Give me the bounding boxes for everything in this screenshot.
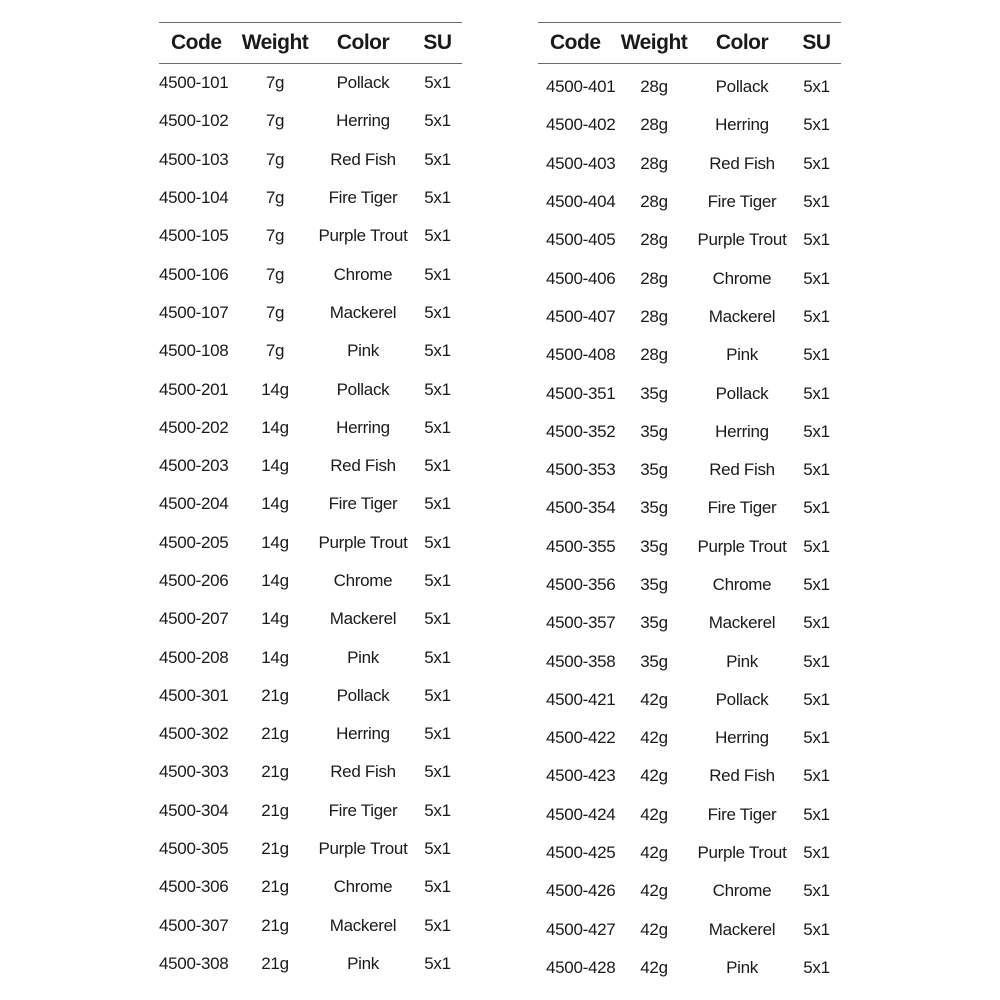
header-code: Code [550, 31, 601, 54]
cell-su: 5x1 [803, 498, 830, 518]
cell-color: Fire Tiger [707, 192, 777, 212]
cell-code: 4500-424 [546, 804, 616, 824]
cell-code: 4500-102 [159, 111, 229, 131]
cell-color: Red Fish [709, 460, 775, 480]
table-row [538, 642, 841, 680]
cell-su: 5x1 [424, 149, 451, 169]
cell-color: Chrome [712, 575, 772, 594]
cell-su: 5x1 [424, 724, 451, 744]
cell-code: 4500-407 [546, 306, 616, 326]
cell-code: 4500-422 [546, 728, 616, 748]
table-header [538, 23, 841, 64]
cell-color: Chrome [333, 264, 393, 284]
table-body [538, 64, 841, 987]
cell-su: 5x1 [424, 73, 451, 93]
cell-su: 5x1 [803, 881, 830, 901]
cell-color: Red Fish [330, 762, 396, 782]
cell-color: Pollack [336, 73, 390, 93]
cell-weight: 21g [261, 915, 289, 935]
cell-code: 4500-353 [546, 460, 616, 480]
table-row [538, 336, 841, 374]
cell-su: 5x1 [803, 919, 830, 939]
cell-code: 4500-351 [546, 383, 616, 403]
cell-color: Fire Tiger [328, 494, 398, 514]
cell-weight: 35g [640, 536, 668, 556]
cell-weight: 14g [261, 647, 289, 667]
cell-weight: 28g [640, 115, 668, 135]
cell-color: Pink [726, 345, 758, 365]
cell-code: 4500-205 [159, 532, 229, 552]
table-row [538, 183, 841, 221]
table-row [159, 255, 462, 293]
cell-weight: 42g [640, 728, 668, 748]
cell-su: 5x1 [424, 111, 451, 131]
cell-weight: 14g [261, 532, 289, 552]
cell-su: 5x1 [803, 230, 830, 250]
cell-weight: 35g [640, 575, 668, 594]
cell-su: 5x1 [424, 571, 451, 590]
table-row [538, 528, 841, 566]
cell-color: Mackerel [329, 915, 397, 935]
product-table-right [538, 22, 841, 987]
cell-color: Red Fish [709, 153, 775, 173]
cell-color: Pink [347, 953, 379, 973]
cell-code: 4500-426 [546, 881, 616, 901]
table-row [159, 638, 462, 676]
cell-weight: 14g [261, 379, 289, 399]
cell-weight: 28g [640, 306, 668, 326]
cell-su: 5x1 [803, 689, 830, 709]
cell-weight: 7g [265, 149, 285, 169]
table-row [159, 753, 462, 791]
cell-weight: 28g [640, 192, 668, 212]
table-row [159, 715, 462, 753]
cell-color: Pollack [715, 77, 769, 97]
cell-code: 4500-103 [159, 149, 229, 169]
cell-color: Mackerel [708, 613, 776, 633]
cell-weight: 28g [640, 345, 668, 365]
table-row [538, 145, 841, 183]
cell-weight: 7g [265, 264, 285, 284]
cell-su: 5x1 [803, 306, 830, 326]
cell-code: 4500-306 [159, 877, 229, 897]
table-row [538, 719, 841, 757]
cell-code: 4500-352 [546, 421, 616, 441]
cell-su: 5x1 [803, 421, 830, 441]
cell-color: Mackerel [708, 306, 776, 326]
cell-color: Red Fish [709, 766, 775, 786]
cell-weight: 21g [261, 839, 289, 859]
cell-weight: 35g [640, 651, 668, 671]
cell-su: 5x1 [424, 264, 451, 284]
cell-weight: 7g [265, 73, 285, 93]
cell-weight: 14g [261, 417, 289, 437]
cell-su: 5x1 [803, 192, 830, 212]
cell-weight: 14g [261, 456, 289, 476]
cell-code: 4500-403 [546, 153, 616, 173]
header-su: SU [802, 31, 831, 54]
cell-su: 5x1 [424, 839, 451, 859]
cell-color: Herring [715, 115, 769, 135]
cell-su: 5x1 [803, 957, 830, 977]
cell-su: 5x1 [803, 153, 830, 173]
cell-su: 5x1 [803, 728, 830, 748]
header-code: Code [171, 31, 222, 54]
table-row [538, 796, 841, 834]
cell-su: 5x1 [424, 494, 451, 514]
table-row [538, 489, 841, 527]
cell-code: 4500-405 [546, 230, 616, 250]
table-row [159, 409, 462, 447]
cell-code: 4500-304 [159, 800, 229, 820]
cell-color: Purple Trout [318, 226, 408, 246]
cell-color: Pollack [336, 379, 390, 399]
cell-code: 4500-206 [159, 571, 229, 590]
cell-su: 5x1 [424, 341, 451, 361]
table-row [538, 106, 841, 144]
cell-color: Pollack [715, 383, 769, 403]
cell-su: 5x1 [803, 345, 830, 365]
table-row [538, 451, 841, 489]
cell-color: Pollack [336, 685, 390, 705]
cell-code: 4500-355 [546, 536, 616, 556]
cell-weight: 28g [640, 268, 668, 288]
cell-code: 4500-357 [546, 613, 616, 633]
cell-su: 5x1 [424, 915, 451, 935]
cell-color: Chrome [333, 877, 393, 897]
table-row [159, 102, 462, 140]
header-color: Color [336, 31, 390, 54]
cell-code: 4500-428 [546, 957, 616, 977]
table-row [538, 221, 841, 259]
table-row [538, 757, 841, 795]
cell-su: 5x1 [803, 575, 830, 594]
table-row [159, 332, 462, 370]
table-row [538, 259, 841, 297]
cell-weight: 7g [265, 341, 285, 361]
cell-code: 4500-427 [546, 919, 616, 939]
header-weight: Weight [620, 31, 688, 54]
table-row [159, 141, 462, 179]
cell-su: 5x1 [803, 77, 830, 97]
cell-code: 4500-356 [546, 575, 616, 594]
cell-weight: 35g [640, 383, 668, 403]
cell-color: Herring [715, 421, 769, 441]
cell-weight: 7g [265, 302, 285, 322]
cell-su: 5x1 [424, 609, 451, 629]
table-row [159, 294, 462, 332]
cell-color: Mackerel [329, 609, 397, 629]
cell-weight: 35g [640, 613, 668, 633]
table-row [538, 566, 841, 604]
cell-weight: 21g [261, 953, 289, 973]
cell-color: Herring [715, 728, 769, 748]
cell-weight: 21g [261, 800, 289, 820]
cell-color: Red Fish [330, 149, 396, 169]
cell-color: Purple Trout [318, 532, 408, 552]
cell-weight: 14g [261, 571, 289, 590]
cell-su: 5x1 [424, 456, 451, 476]
cell-code: 4500-421 [546, 689, 616, 709]
cell-color: Fire Tiger [707, 804, 777, 824]
cell-code: 4500-308 [159, 953, 229, 973]
cell-weight: 35g [640, 421, 668, 441]
table-row [159, 217, 462, 255]
product-table-left [159, 22, 462, 983]
table-row [159, 64, 462, 102]
cell-weight: 42g [640, 843, 668, 863]
cell-su: 5x1 [424, 685, 451, 705]
cell-code: 4500-207 [159, 609, 229, 629]
cell-weight: 42g [640, 766, 668, 786]
cell-weight: 21g [261, 877, 289, 897]
cell-su: 5x1 [803, 766, 830, 786]
cell-su: 5x1 [803, 536, 830, 556]
cell-color: Red Fish [330, 456, 396, 476]
cell-weight: 21g [261, 762, 289, 782]
cell-color: Herring [336, 417, 390, 437]
cell-su: 5x1 [803, 843, 830, 863]
cell-code: 4500-204 [159, 494, 229, 514]
cell-code: 4500-402 [546, 115, 616, 135]
cell-su: 5x1 [424, 226, 451, 246]
table-row [159, 830, 462, 868]
cell-color: Chrome [333, 571, 393, 590]
cell-color: Pink [347, 647, 379, 667]
cell-weight: 35g [640, 460, 668, 480]
cell-weight: 21g [261, 685, 289, 705]
table-row [159, 945, 462, 983]
table-row [159, 179, 462, 217]
cell-su: 5x1 [803, 460, 830, 480]
cell-su: 5x1 [803, 115, 830, 135]
cell-color: Purple Trout [318, 839, 408, 859]
cell-su: 5x1 [424, 379, 451, 399]
cell-weight: 42g [640, 919, 668, 939]
cell-code: 4500-302 [159, 724, 229, 744]
cell-su: 5x1 [803, 804, 830, 824]
cell-weight: 7g [265, 226, 285, 246]
cell-su: 5x1 [424, 953, 451, 973]
cell-weight: 14g [261, 494, 289, 514]
cell-code: 4500-305 [159, 839, 229, 859]
header-color: Color [715, 31, 769, 54]
table-row [538, 949, 841, 987]
table-row [159, 907, 462, 945]
cell-code: 4500-202 [159, 417, 229, 437]
cell-color: Chrome [712, 268, 772, 288]
cell-code: 4500-208 [159, 647, 229, 667]
cell-su: 5x1 [424, 188, 451, 208]
cell-code: 4500-401 [546, 77, 616, 97]
cell-weight: 42g [640, 689, 668, 709]
cell-color: Pink [347, 341, 379, 361]
cell-su: 5x1 [803, 613, 830, 633]
cell-code: 4500-425 [546, 843, 616, 863]
table-row [538, 374, 841, 412]
cell-code: 4500-201 [159, 379, 229, 399]
cell-weight: 7g [265, 111, 285, 131]
cell-color: Fire Tiger [328, 800, 398, 820]
cell-weight: 28g [640, 230, 668, 250]
cell-color: Fire Tiger [707, 498, 777, 518]
cell-code: 4500-307 [159, 915, 229, 935]
cell-su: 5x1 [424, 647, 451, 667]
table-row [538, 834, 841, 872]
cell-color: Mackerel [708, 919, 776, 939]
cell-weight: 42g [640, 881, 668, 901]
cell-color: Herring [336, 724, 390, 744]
cell-weight: 28g [640, 153, 668, 173]
cell-weight: 42g [640, 804, 668, 824]
cell-weight: 21g [261, 724, 289, 744]
cell-code: 4500-301 [159, 685, 229, 705]
table-row [159, 868, 462, 906]
cell-su: 5x1 [424, 877, 451, 897]
cell-code: 4500-404 [546, 192, 616, 212]
cell-code: 4500-104 [159, 188, 229, 208]
table-row [159, 524, 462, 562]
table-row [538, 872, 841, 910]
cell-color: Pink [726, 957, 758, 977]
cell-code: 4500-408 [546, 345, 616, 365]
cell-color: Purple Trout [697, 230, 787, 250]
cell-color: Mackerel [329, 302, 397, 322]
cell-weight: 35g [640, 498, 668, 518]
cell-code: 4500-203 [159, 456, 229, 476]
table-row [159, 677, 462, 715]
table-row [159, 562, 462, 600]
cell-code: 4500-107 [159, 302, 229, 322]
cell-code: 4500-423 [546, 766, 616, 786]
cell-su: 5x1 [424, 800, 451, 820]
cell-color: Pollack [715, 689, 769, 709]
cell-color: Purple Trout [697, 843, 787, 863]
cell-su: 5x1 [803, 268, 830, 288]
header-su: SU [423, 31, 452, 54]
cell-su: 5x1 [424, 302, 451, 322]
cell-color: Pink [726, 651, 758, 671]
table-row [159, 600, 462, 638]
table-row [538, 681, 841, 719]
cell-weight: 42g [640, 957, 668, 977]
table-row [159, 485, 462, 523]
cell-color: Chrome [712, 881, 772, 901]
cell-code: 4500-108 [159, 341, 229, 361]
table-row [159, 370, 462, 408]
cell-color: Fire Tiger [328, 188, 398, 208]
header-weight: Weight [241, 31, 309, 54]
cell-su: 5x1 [424, 417, 451, 437]
cell-color: Herring [336, 111, 390, 131]
table-row [538, 68, 841, 106]
cell-code: 4500-358 [546, 651, 616, 671]
cell-code: 4500-106 [159, 264, 229, 284]
cell-code: 4500-406 [546, 268, 616, 288]
cell-su: 5x1 [803, 383, 830, 403]
cell-weight: 7g [265, 188, 285, 208]
cell-su: 5x1 [424, 762, 451, 782]
table-row [538, 911, 841, 949]
cell-weight: 28g [640, 77, 668, 97]
table-row [159, 447, 462, 485]
cell-code: 4500-105 [159, 226, 229, 246]
cell-color: Purple Trout [697, 536, 787, 556]
cell-su: 5x1 [803, 651, 830, 671]
table-body [159, 64, 462, 983]
table-row [159, 792, 462, 830]
cell-code: 4500-303 [159, 762, 229, 782]
table-row [538, 604, 841, 642]
cell-code: 4500-354 [546, 498, 616, 518]
table-row [538, 413, 841, 451]
cell-weight: 14g [261, 609, 289, 629]
table-header [159, 23, 462, 64]
cell-code: 4500-101 [159, 73, 229, 93]
cell-su: 5x1 [424, 532, 451, 552]
table-row [538, 298, 841, 336]
